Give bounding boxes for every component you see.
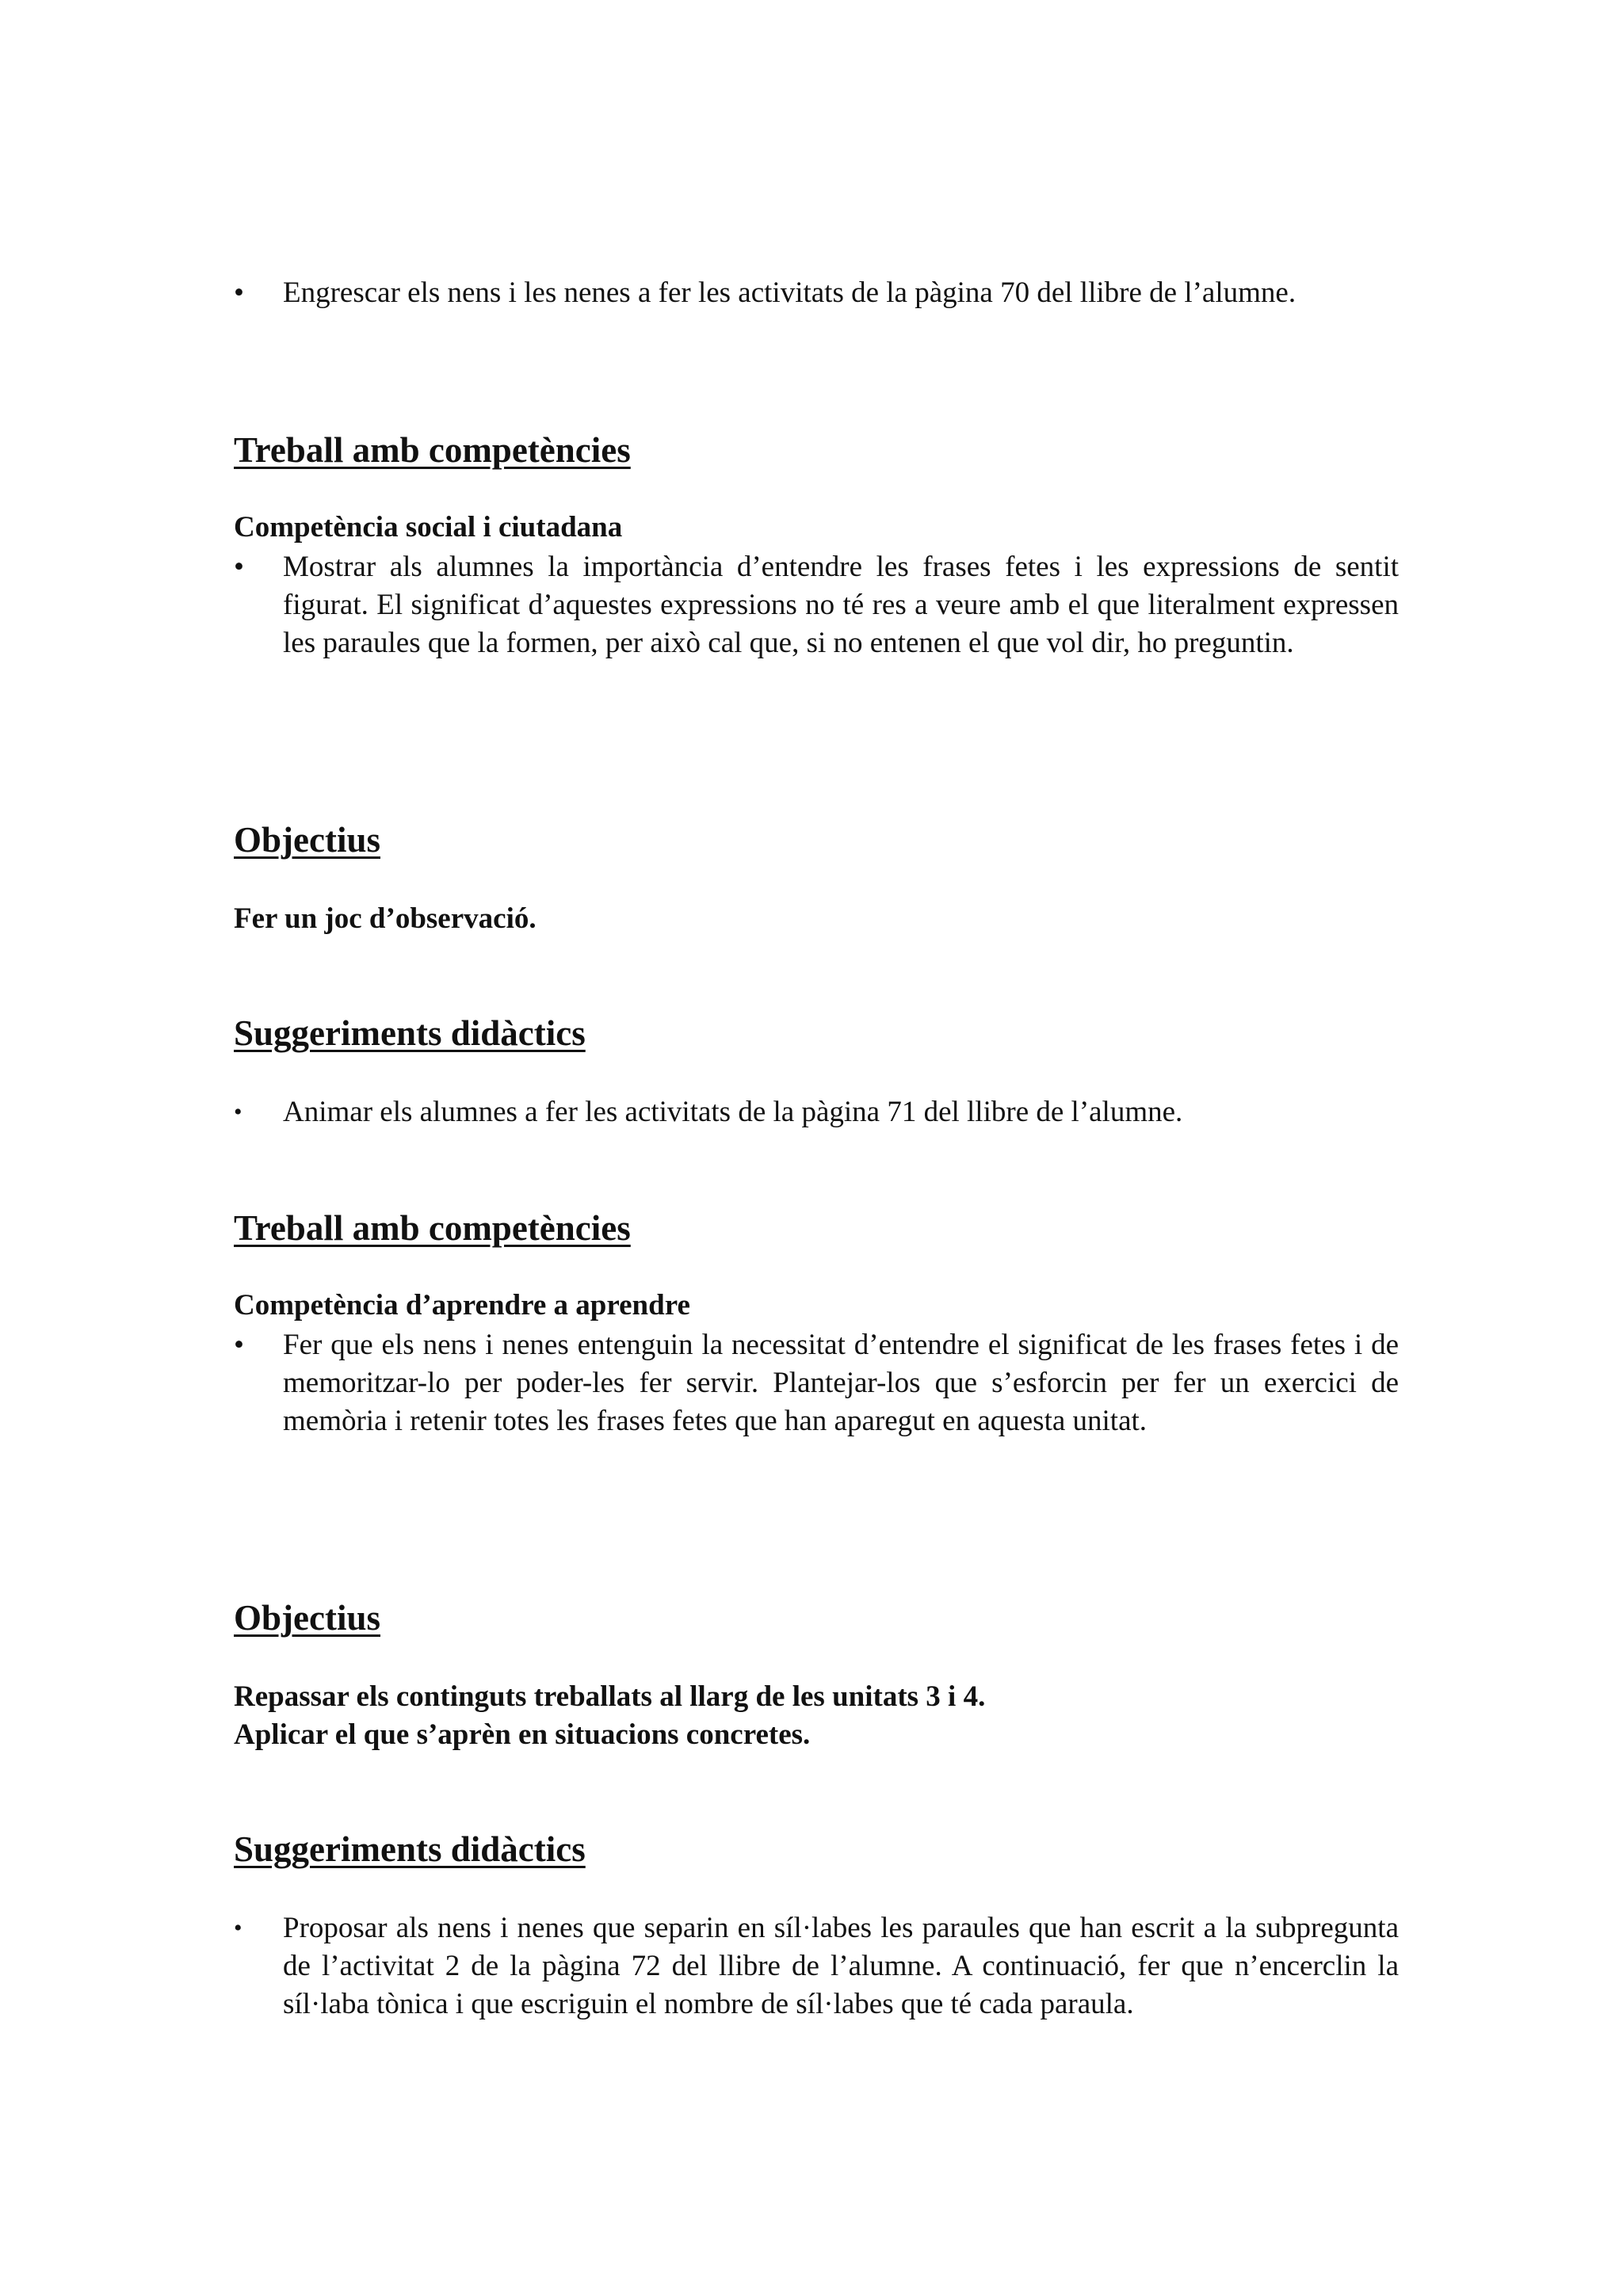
suggestion-bullet (234, 1093, 1399, 1131)
bullet-text: Proposar als nens i nenes que separin en síl·labes les paraules que han escrit a la subpregunta de l’activitat 2 de la pàgina 72 del llibre de l’alumne. A continuació, fer que n’encerclin la síl·laba tònica i que escriguin el nombre de síl·labes que té cada paraula. (283, 1912, 1399, 2020)
section-heading: Objectius (234, 1598, 380, 1638)
subheading: Competència social i ciutadana (234, 511, 623, 543)
suggestions-heading (234, 1827, 1399, 1871)
section-heading: Treball amb competències (234, 430, 631, 470)
objective-text (234, 1678, 1399, 1754)
objective-text (234, 900, 1399, 938)
bullet-text: Fer que els nens i nenes entenguin la necessitat d’entendre el significat de les frases fetes i de memoritzar-lo per poder-les fer servir. Plantejar-los que s’esforcin per fer un exercici de memòria i retenir totes les frases fetes que han aparegut en aquesta unitat. (283, 1329, 1399, 1437)
bullet-marker: • (234, 551, 244, 583)
bullet-text: Mostrar als alumnes la importància d’entendre les frases fetes i les expressions de sentit figurat. El significat d’aquestes expressions no té res a veure amb el que literalment expressen les paraules que la formen, per això cal que, si no entenen el que vol dir, ho preguntin. (283, 551, 1399, 659)
section-heading: Treball amb competències (234, 1208, 631, 1248)
bullet-marker: • (234, 1099, 242, 1125)
section-heading: Objectius (234, 820, 380, 860)
competence-bullet (234, 548, 1399, 662)
competence-bullet (234, 1326, 1399, 1440)
objective-line: Aplicar el que s’aprèn en situacions concretes. (234, 1718, 811, 1751)
section-heading: Suggeriments didàctics (234, 1829, 586, 1869)
objectives-heading (234, 818, 1399, 862)
bullet-marker: • (234, 1915, 242, 1941)
section-heading: Suggeriments didàctics (234, 1013, 586, 1053)
competence-title (234, 509, 1399, 547)
bullet-text: Animar els alumnes a fer les activitats de la pàgina 71 del llibre de l’alumne. (283, 1096, 1183, 1128)
suggestions-heading (234, 1011, 1399, 1055)
subheading: Competència d’aprendre a aprendre (234, 1289, 690, 1322)
bullet-marker: • (234, 277, 244, 309)
bullet-marker: • (234, 1329, 244, 1361)
competencies-heading (234, 428, 1399, 472)
competencies-heading (234, 1206, 1399, 1250)
suggestion-bullet (234, 1909, 1399, 2023)
competence-title (234, 1287, 1399, 1325)
objective-line: Fer un joc d’observació. (234, 902, 537, 935)
objective-line: Repassar els continguts treballats al llarg de les unitats 3 i 4. (234, 1680, 986, 1713)
intro-bullet (234, 274, 1399, 312)
objectives-heading (234, 1596, 1399, 1640)
bullet-text: Engrescar els nens i les nenes a fer les activitats de la pàgina 70 del llibre de l’alumne. (283, 277, 1296, 309)
